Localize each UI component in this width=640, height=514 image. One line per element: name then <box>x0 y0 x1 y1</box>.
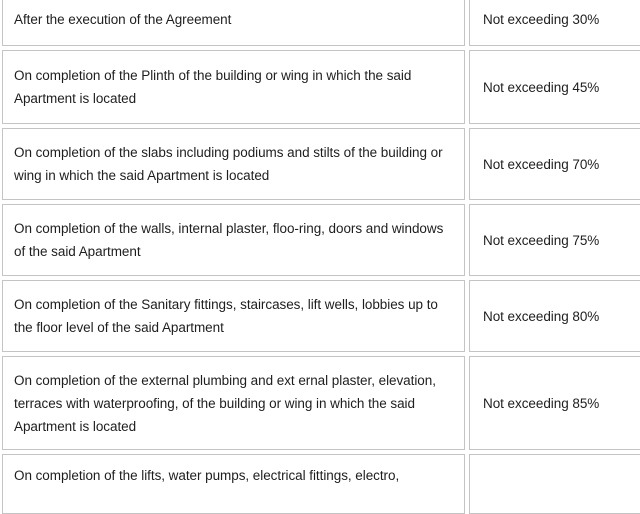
table-row <box>0 454 640 514</box>
milestone-cell <box>2 128 465 200</box>
payment-percentage: Not exceeding 70% <box>483 156 600 172</box>
table-row <box>0 356 640 450</box>
milestone-text: After the execution of the Agreement <box>14 11 232 27</box>
payment-percentage: Not exceeding 45% <box>483 79 600 95</box>
payment-cell <box>469 128 640 200</box>
payment-cell <box>469 280 640 352</box>
payment-cell <box>469 356 640 450</box>
payment-percentage: Not exceeding 30% <box>483 11 600 27</box>
payment-cell <box>469 454 640 514</box>
milestone-text: On completion of the Sanitary fittings, staircases, lift wells, lobbies up to the floor level of the said Apartment <box>14 297 438 335</box>
payment-cell <box>469 204 640 276</box>
payment-percentage: Not exceeding 80% <box>483 308 600 324</box>
table-row <box>0 204 640 276</box>
milestone-cell <box>2 204 465 276</box>
table-row <box>0 128 640 200</box>
table-row <box>0 280 640 352</box>
payment-percentage: Not exceeding 85% <box>483 395 600 411</box>
milestone-text: On completion of the external plumbing and ext ernal plaster, elevation, terraces with waterproofing, of the building or wing in which the said Apartment is located <box>14 372 436 434</box>
milestone-cell <box>2 356 465 450</box>
milestone-cell <box>2 454 465 514</box>
milestone-text: On completion of the Plinth of the building or wing in which the said Apartment is located <box>14 68 412 106</box>
table-row <box>0 50 640 124</box>
payment-cell <box>469 50 640 124</box>
milestone-cell <box>2 0 465 46</box>
milestone-cell <box>2 50 465 124</box>
milestone-text: On completion of the slabs including podiums and stilts of the building or wing in which the said Apartment is located <box>14 145 443 183</box>
table-row <box>0 0 640 46</box>
milestone-text: On completion of the walls, internal plaster, floo-ring, doors and windows of the said Apartment <box>14 221 444 259</box>
payment-percentage: Not exceeding 75% <box>483 232 600 248</box>
milestone-text: On completion of the lifts, water pumps, electrical fittings, electro, <box>14 468 400 483</box>
payment-cell <box>469 0 640 46</box>
milestone-cell <box>2 280 465 352</box>
